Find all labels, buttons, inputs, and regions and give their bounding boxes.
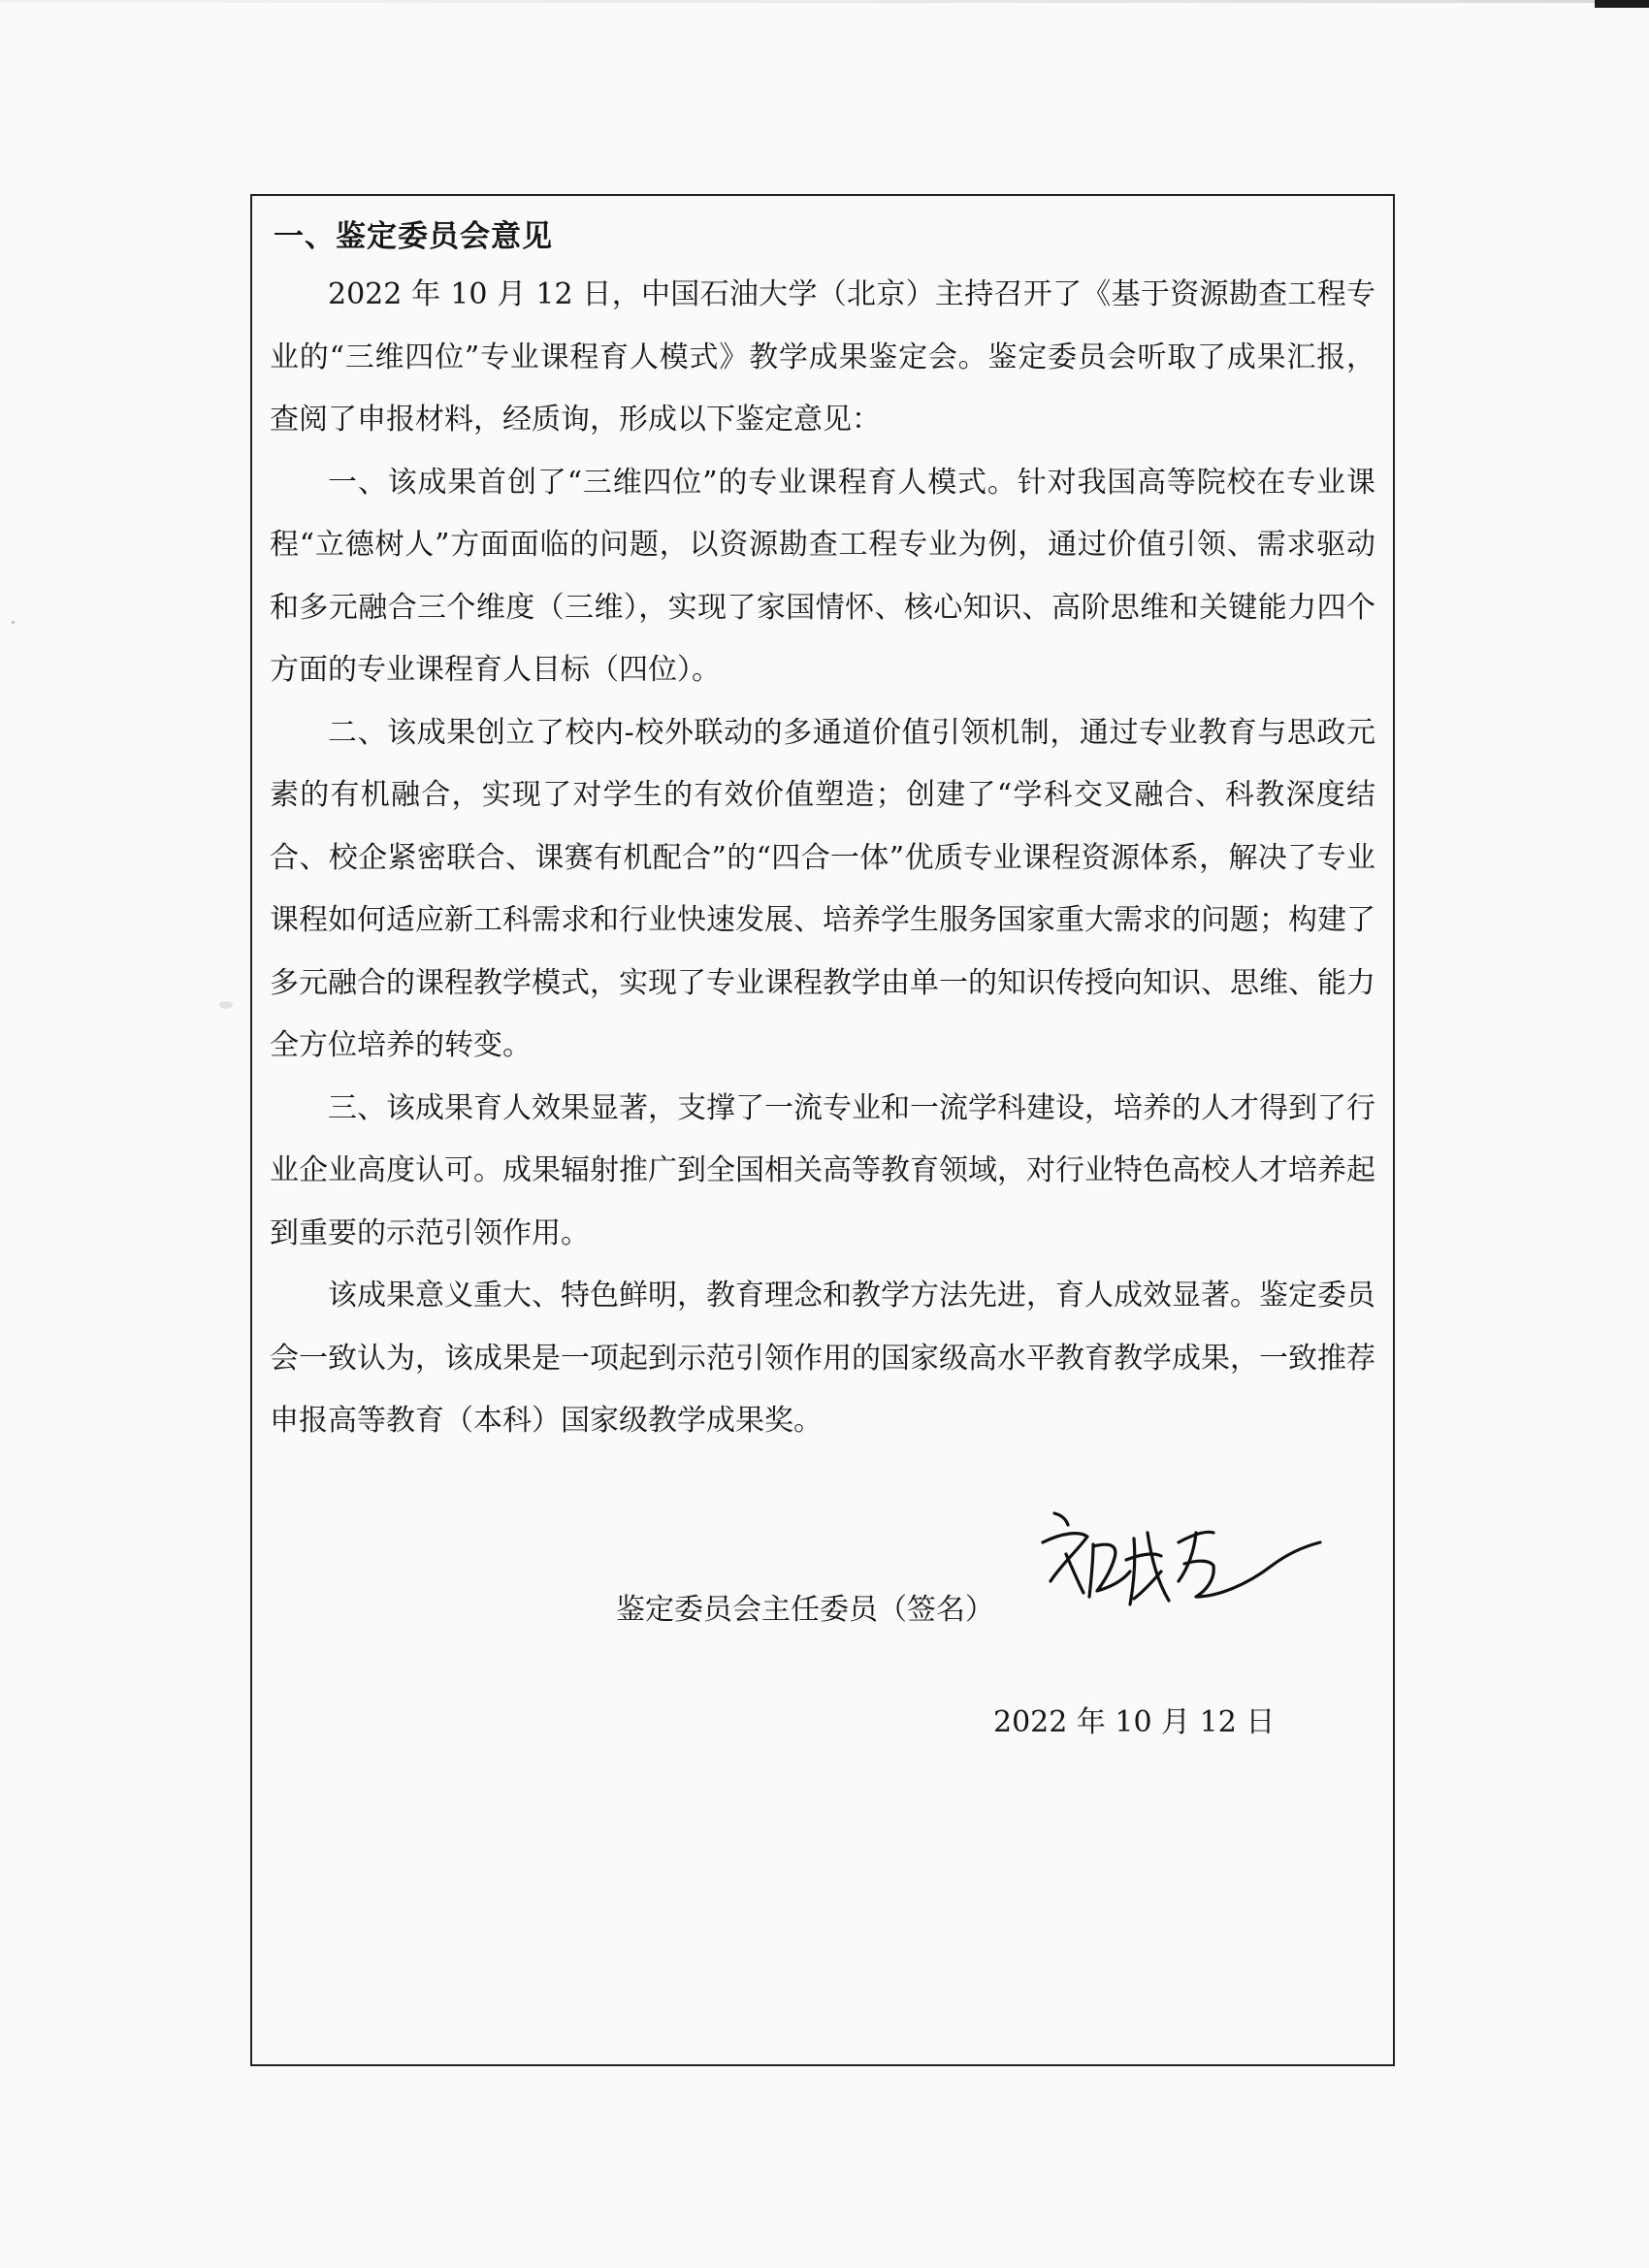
scan-corner-mark xyxy=(1595,0,1649,8)
paragraph-point-2: 二、该成果创立了校内-校外联动的多通道价值引领机制，通过专业教育与思政元素的有机融合，实现了对学生的有效价值塑造；创建了“学科交叉融合、科教深度结合、校企紧密联合、课赛有机配合”的“四合一体”优质专业课程资源体系，解决了专业课程如何适应新工科需求和行业快速发展、培养学生服务国家重大需求的问题；构建了多元融合的课程教学模式，实现了专业课程教学由单一的知识传授向知识、思维、能力全方位培养的转变。 xyxy=(270,715,1375,1062)
paragraph-point-1: 一、该成果首创了“三维四位”的专业课程育人模式。针对我国高等院校在专业课程“立德树人”方面面临的问题，以资源勘查工程专业为例，通过价值引领、需求驱动和多元融合三个维度（三维），实现了家国情怀、核心知识、高阶思维和关键能力四个方面的专业课程育人目标（四位）。 xyxy=(270,465,1375,687)
scan-smudge xyxy=(219,1001,233,1009)
paragraph-point-3: 三、该成果育人效果显著，支撑了一流专业和一流学科建设，培养的人才得到了行业企业高度认可。成果辐射推广到全国相关高等教育领域，对行业特色高校人才培养起到重要的示范引领作用。 xyxy=(270,1090,1375,1250)
paragraph-conclusion: 该成果意义重大、特色鲜明，教育理念和教学方法先进，育人成效显著。鉴定委员会一致认为，该成果是一项起到示范引领作用的国家级高水平教育教学成果，一致推荐申报高等教育（本科）国家级教学成果奖。 xyxy=(270,1279,1375,1438)
opinion-body xyxy=(270,264,1375,1453)
handwritten-signature xyxy=(1033,1504,1324,1630)
date: 2022 年 10 月 12 日 xyxy=(993,1705,1276,1739)
signature-label: 鉴定委员会主任委员（签名） xyxy=(616,1593,994,1627)
scan-top-edge xyxy=(0,0,1649,3)
paragraph-intro: 2022 年 10 月 12 日，中国石油大学（北京）主持召开了《基于资源勘查工程专业的“三维四位”专业课程育人模式》教学成果鉴定会。鉴定委员会听取了成果汇报，查阅了申报材料，经质询，形成以下鉴定意见： xyxy=(270,277,1376,437)
section-title: 一、鉴定委员会意见 xyxy=(274,219,553,254)
signature-row xyxy=(616,1585,994,1628)
scan-speck xyxy=(12,621,15,624)
opinion-box xyxy=(250,194,1395,2066)
